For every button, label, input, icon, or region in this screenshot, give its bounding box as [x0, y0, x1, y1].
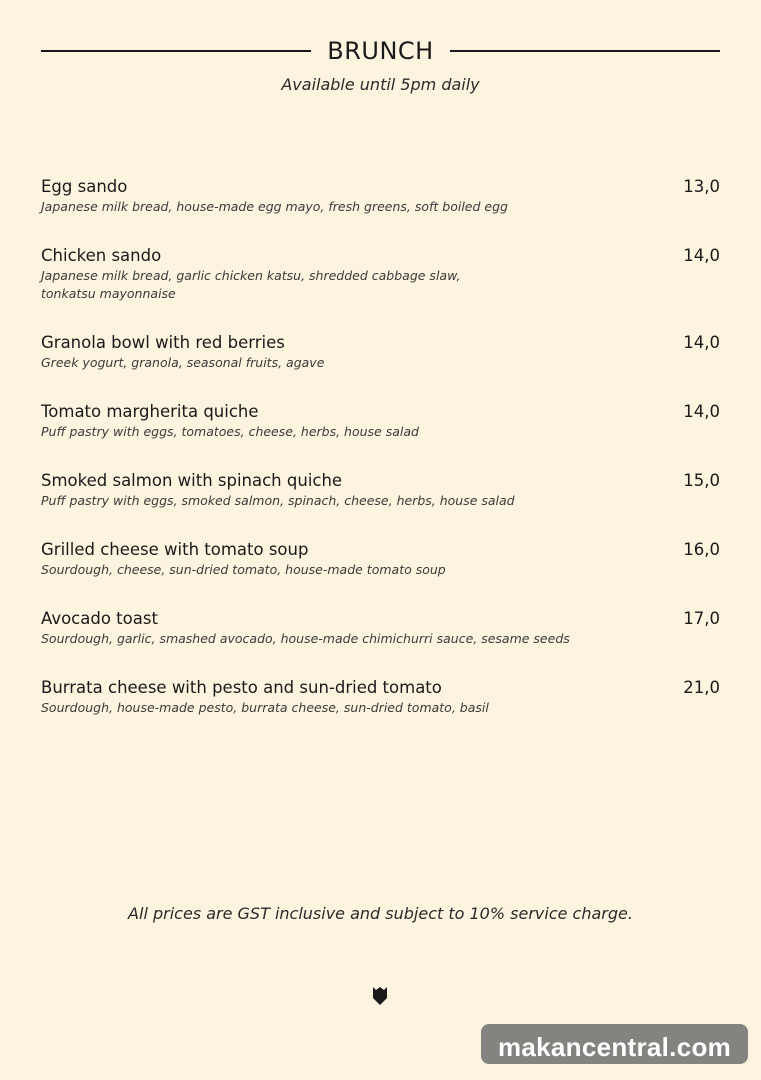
- menu-item-name: Tomato margherita quiche: [41, 402, 259, 421]
- page-subtitle: Available until 5pm daily: [281, 75, 480, 94]
- menu-item-description: Sourdough, cheese, sun-dried tomato, house-made tomato soup: [41, 562, 446, 577]
- menu-item-price: 14,0: [683, 333, 720, 352]
- menu-item-price: 13,0: [683, 177, 720, 196]
- menu-item: [41, 401, 720, 470]
- shield-logo-icon: [372, 986, 388, 1006]
- menu-item-description: Japanese milk bread, house-made egg mayo, fresh greens, soft boiled egg: [41, 199, 508, 214]
- menu-item-price: 14,0: [683, 402, 720, 421]
- menu-item: [41, 608, 720, 677]
- menu-item-price: 16,0: [683, 540, 720, 559]
- menu-item: [41, 245, 720, 332]
- menu-item: [41, 539, 720, 608]
- menu-item-name: Smoked salmon with spinach quiche: [41, 471, 343, 490]
- header-rule-left: [41, 50, 311, 52]
- menu-item-description: Sourdough, house-made pesto, burrata cheese, sun-dried tomato, basil: [41, 700, 489, 715]
- menu-item-name: Burrata cheese with pesto and sun-dried tomato: [41, 678, 442, 697]
- watermark-text: makancentral.com: [497, 1031, 732, 1062]
- menu-item-name: Grilled cheese with tomato soup: [41, 540, 309, 559]
- menu-item-name: Chicken sando: [41, 246, 162, 265]
- menu-item-name: Egg sando: [41, 177, 128, 196]
- menu-list: [41, 176, 720, 746]
- menu-item: [41, 332, 720, 401]
- menu-item-name: Avocado toast: [41, 609, 158, 628]
- menu-item-name: Granola bowl with red berries: [41, 333, 285, 352]
- menu-item-description: Puff pastry with eggs, smoked salmon, spinach, cheese, herbs, house salad: [41, 493, 515, 508]
- menu-item-description: Greek yogurt, granola, seasonal fruits, agave: [41, 355, 325, 370]
- menu-item-price: 21,0: [683, 678, 720, 697]
- menu-item-price: 15,0: [683, 471, 720, 490]
- menu-item: [41, 677, 720, 746]
- menu-item: [41, 176, 720, 245]
- page-title: BRUNCH: [327, 37, 434, 65]
- menu-item-description: Puff pastry with eggs, tomatoes, cheese, herbs, house salad: [41, 424, 419, 439]
- menu-header: [41, 34, 720, 68]
- watermark-badge: [481, 1024, 748, 1064]
- menu-item-description: Japanese milk bread, garlic chicken katsu, shredded cabbage slaw, tonkatsu mayonnaise: [41, 268, 461, 301]
- menu-item-description: Sourdough, garlic, smashed avocado, house-made chimichurri sauce, sesame seeds: [41, 631, 570, 646]
- menu-item-price: 14,0: [683, 246, 720, 265]
- header-rule-right: [450, 50, 720, 52]
- service-charge-note: All prices are GST inclusive and subject to 10% service charge.: [128, 904, 633, 923]
- menu-item-price: 17,0: [683, 609, 720, 628]
- menu-item: [41, 470, 720, 539]
